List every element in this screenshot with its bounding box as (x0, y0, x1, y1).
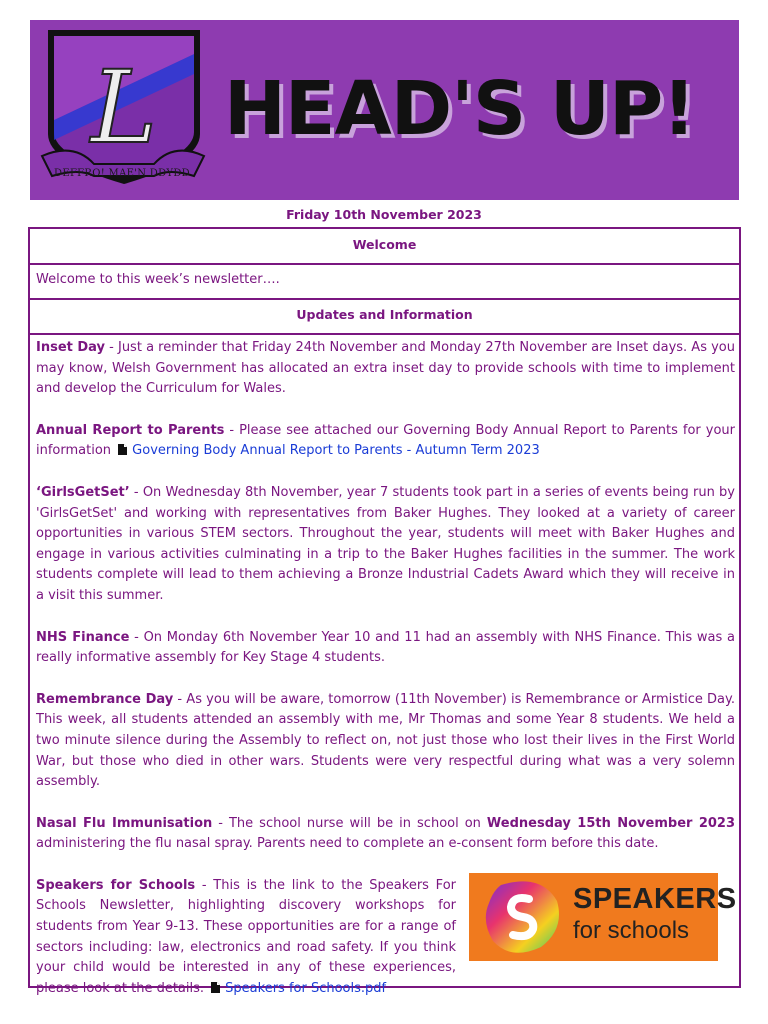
update-title: ‘GirlsGetSet’ (36, 484, 130, 500)
update-nasal-flu (36, 814, 735, 855)
speakers-text (36, 876, 456, 1000)
newsletter-banner (30, 20, 739, 200)
crest-motto: DEFFRO! MAE'N DDYDD (54, 168, 190, 179)
divider (30, 333, 739, 335)
update-title: Inset Day (36, 340, 106, 355)
updates-list (36, 338, 735, 999)
update-body: administering the flu nasal spray. Parents need to complete an e-consent form before this date. (36, 836, 659, 852)
document-icon (118, 444, 127, 455)
update-body: - Just a reminder that Friday 24th November and Monday 27th November are Inset days. As you may know, Welsh Government has allocated an extra inset day to provide schools with time to implement and develop the Curriculum for Wales. (36, 340, 735, 397)
speakers-for-schools-logo (469, 873, 737, 961)
update-title: Remembrance Day (36, 691, 174, 707)
newsletter-date: Friday 10th November 2023 (286, 207, 482, 222)
speakers-pdf-link[interactable]: Speakers for Schools.pdf (225, 980, 387, 996)
update-title: Annual Report to Parents (36, 422, 225, 438)
divider (30, 298, 739, 300)
updates-heading: Updates and Information (296, 307, 473, 322)
welcome-heading: Welcome (352, 237, 417, 252)
update-inset-day (36, 338, 735, 400)
newsletter-content-box (28, 227, 741, 996)
update-girlsgetset (36, 483, 735, 607)
update-date-highlight: Wednesday 15th November 2023 (486, 815, 736, 831)
newsletter-title: HEAD'S UP! (224, 66, 695, 152)
update-title: Nasal Flu Immunisation (36, 815, 213, 831)
update-body: - As you will be aware, tomorrow (11th November) is Remembrance or Armistice Day. This week, all students attended an assembly with me, Mr Thomas and some Year 8 students. We held a two minute silence during the Assembly to reflect on, not just those who lost their lives in the First World War, but those who died in other wars. Students were very respectful during what was a very solemn assembly. (36, 691, 735, 790)
update-speakers-for-schools (36, 876, 735, 1000)
update-body: - On Monday 6th November Year 10 and 11 had an assembly with NHS Finance. This was a really informative assembly for Key Stage 4 students. (36, 629, 735, 666)
update-body: - Please see attached our Governing Body Annual Report to Parents for your information (36, 422, 735, 459)
update-body: - The school nurse will be in school on (212, 815, 487, 831)
speakers-logo-line1: SPEAKERS (573, 882, 737, 915)
speakers-swirl-icon (481, 877, 565, 957)
update-title: Speakers for Schools (36, 877, 196, 893)
update-annual-report (36, 421, 735, 462)
welcome-text: Welcome to this week’s newsletter…. (36, 272, 280, 287)
update-remembrance-day (36, 690, 735, 793)
speakers-logo-line2: for schools (573, 916, 690, 944)
update-title: NHS Finance (36, 629, 130, 645)
update-nhs-finance (36, 628, 735, 669)
document-icon (211, 982, 220, 993)
update-body: - On Wednesday 8th November, year 7 students took part in a series of events being run by 'GirlsGetSet' and working with representatives from Baker Hughes. They looked at a variety of career opportunities in various STEM sectors. Throughout the year, students will meet with Baker Hughes and engage in various activities culminating in a trip to the Baker Hughes facilities in the summer. The work students complete will lead to them achieving a Bronze Industrial Cadets Award which they will receive in a visit this summer. (36, 484, 735, 603)
update-body: - This is the link to the Speakers For Schools Newsletter, highlighting discovery workshops for students from Year 9-13. These opportunities are for a range of sectors including: law, electronics and road safety. If you think your child would be interested in any of these experiences, please look at the details. (36, 877, 456, 996)
divider (30, 263, 739, 265)
svg-text:L: L (90, 49, 158, 166)
annual-report-link[interactable]: Governing Body Annual Report to Parents - Autumn Term 2023 (132, 443, 540, 459)
